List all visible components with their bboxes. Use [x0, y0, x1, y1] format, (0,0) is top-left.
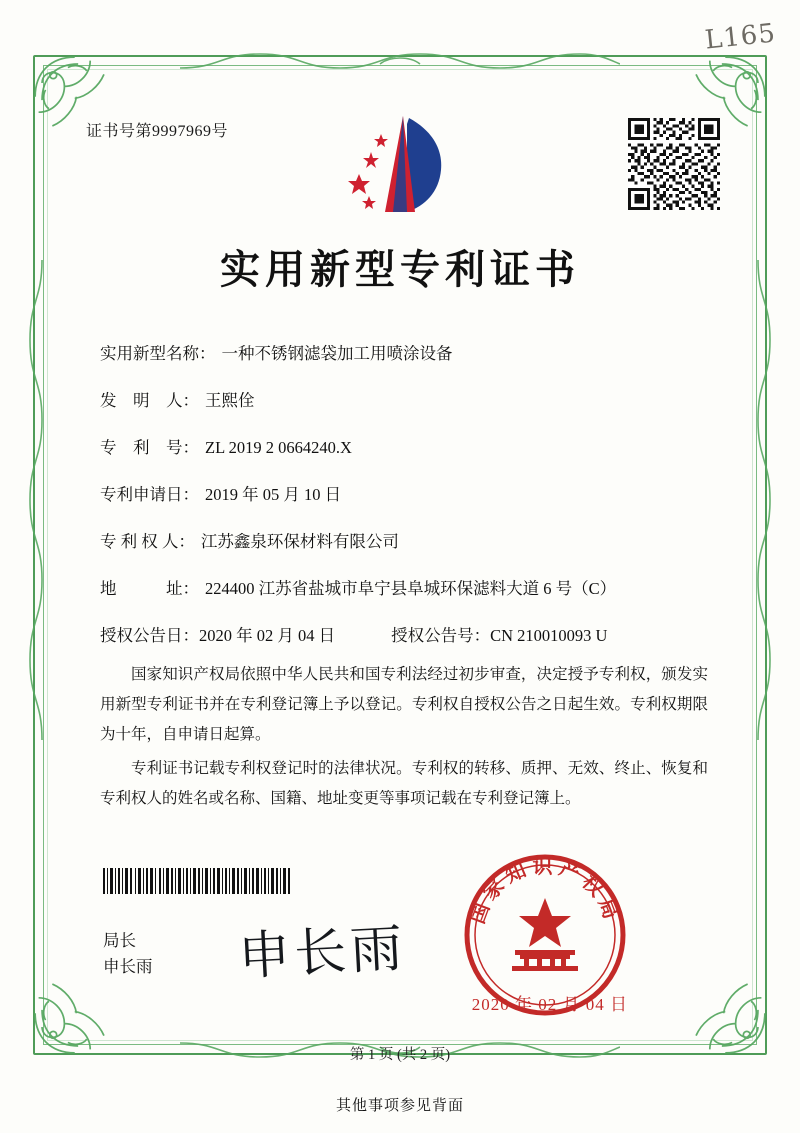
field-grant-row [100, 622, 730, 646]
field-value: 224400 江苏省盐城市阜宁县阜城环保滤料大道 6 号（C） [205, 579, 617, 598]
field-list [100, 340, 730, 654]
field-label: 专 利 权 人： [100, 532, 195, 551]
grant-number-label: 授权公告号： [391, 626, 491, 645]
field-value: 2019 年 05 月 10 日 [205, 485, 342, 504]
body-text [100, 660, 708, 818]
field-inventor [100, 387, 730, 411]
field-value: 江苏鑫泉环保材料有限公司 [200, 532, 399, 551]
field-label: 专利申请日： [100, 485, 199, 504]
barcode [103, 868, 293, 894]
edge-ornament-left-icon [26, 260, 46, 740]
grant-date-value: 2020 年 02 月 04 日 [199, 626, 336, 645]
cnipa-logo-icon [345, 112, 465, 227]
seal-date: 2020 年 02 月 04 日 [471, 995, 628, 1014]
director-name-label: 申长雨 [103, 957, 153, 976]
field-utility-model-name [100, 340, 730, 364]
certificate-number: 证书号第9997969号 [86, 123, 229, 140]
handwritten-corner-mark: L165 [703, 18, 778, 56]
grant-date-label: 授权公告日： [100, 626, 199, 645]
field-value: 一种不锈钢滤袋加工用喷涂设备 [221, 344, 453, 363]
seal-text: 国家知识产权局 [464, 854, 626, 927]
field-address [100, 575, 730, 599]
qr-code [628, 118, 720, 210]
grant-number-value: CN 210010093 U [490, 626, 608, 645]
field-patentee [100, 528, 730, 552]
field-patent-number [100, 434, 730, 458]
page-title: 实用新型专利证书 [220, 246, 580, 293]
director-role-label: 局长 [103, 931, 136, 950]
field-value: ZL 2019 2 0664240.X [205, 438, 352, 457]
page-number: 第 1 页 (共 2 页) [349, 1047, 451, 1063]
signature-block [103, 928, 153, 980]
field-label: 地 址： [100, 579, 199, 598]
body-paragraph-1: 国家知识产权局依照中华人民共和国专利法经过初步审查，决定授予专利权，颁发实用新型专利证书并在专利登记簿上予以登记。专利权自授权公告之日起生效。专利权期限为十年，自申请日起算。 [100, 666, 708, 743]
field-application-date [100, 481, 730, 505]
body-paragraph-2: 专利证书记载专利权登记时的法律状况。专利权的转移、质押、无效、终止、恢复和专利权人的姓名或名称、国籍、地址变更等事项记载在专利登记簿上。 [100, 760, 708, 807]
field-value: 王熙佺 [205, 391, 255, 410]
field-label: 实用新型名称： [100, 344, 216, 363]
footer-note: 其他事项参见背面 [335, 1098, 464, 1114]
handwritten-signature: 申长雨 [236, 918, 408, 988]
field-label: 专 利 号： [100, 438, 199, 457]
edge-ornament-top-icon [180, 50, 620, 72]
field-label: 发 明 人： [100, 391, 199, 410]
edge-ornament-right-icon [754, 260, 774, 740]
